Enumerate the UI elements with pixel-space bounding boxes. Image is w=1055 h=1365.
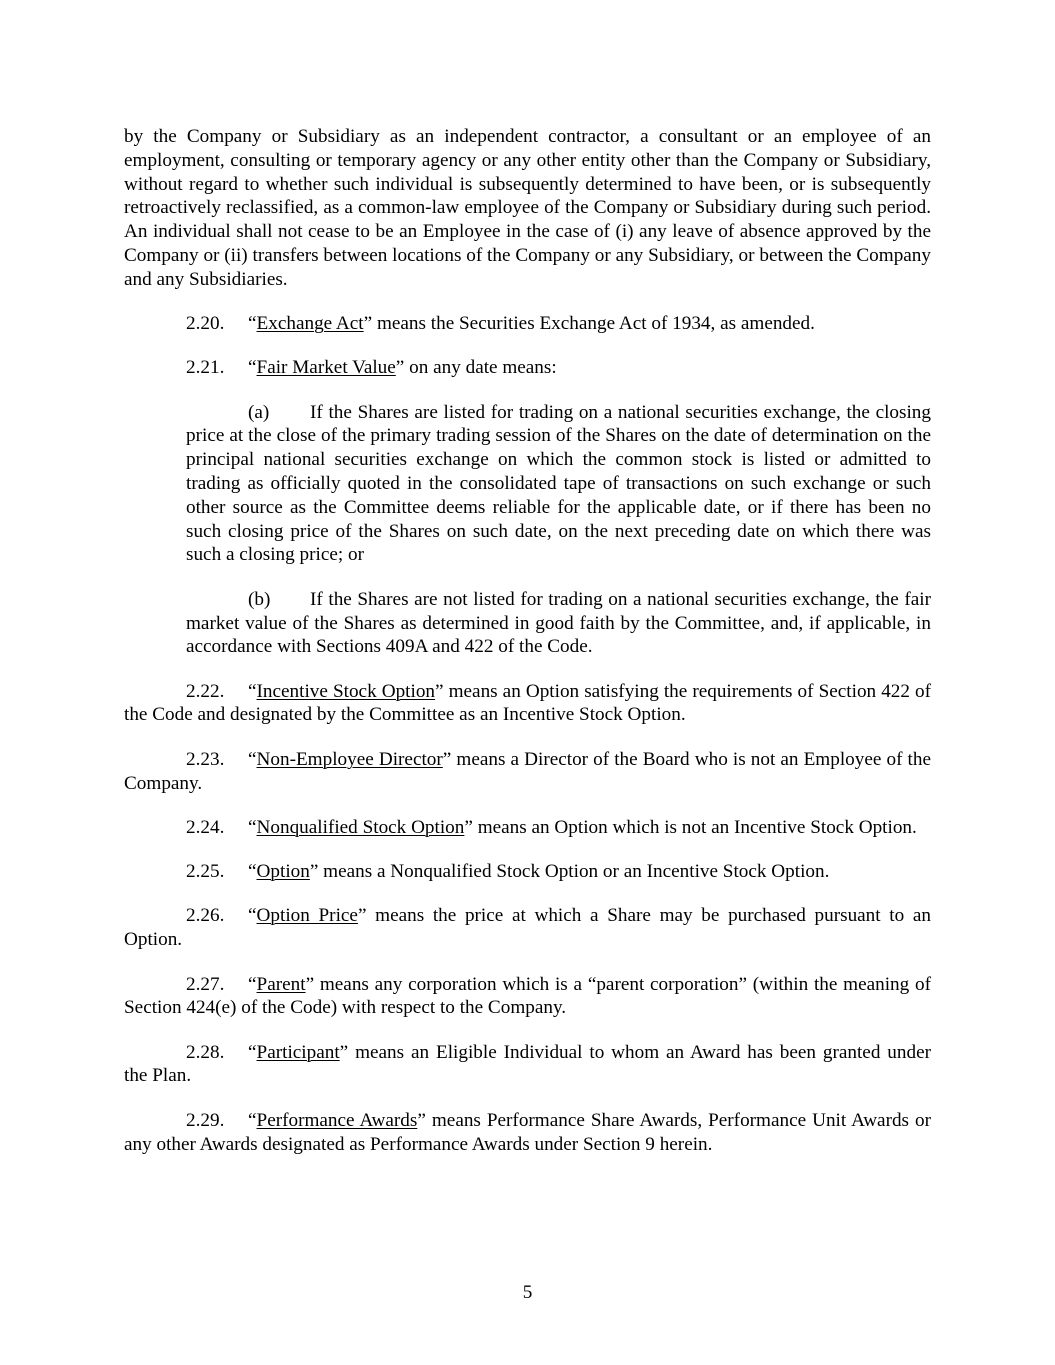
open-quote: “	[248, 816, 257, 838]
defined-term: Option	[256, 861, 310, 883]
section-number: 2.23.	[186, 748, 225, 770]
defined-term: Incentive Stock Option	[256, 680, 436, 702]
defined-term: Non-Employee Director	[256, 748, 443, 770]
close-quote: ”	[357, 905, 367, 927]
open-quote: “	[248, 313, 257, 335]
section-2-25	[124, 860, 931, 884]
definition-text: means a Nonqualified Stock Option or an Incentive Stock Option.	[318, 861, 830, 883]
defined-term: Participant	[256, 1041, 340, 1063]
section-number: 2.26.	[186, 905, 225, 927]
intro-paragraph: by the Company or Subsidiary as an independent contractor, a consultant or an employee of an employment, consulting or temporary agency or any other entity other than the Company or Subsidiary, without regard to whether such individual is subsequently determined to have been, or is subsequently retroactively reclassified, as a common-law employee of the Company or Subsidiary during such period. An individual shall not cease to be an Employee in the case of (i) any leave of absence approved by the Company or (ii) transfers between locations of the Company or any Subsidiary, or between the Company and any Subsidiaries.	[124, 126, 931, 290]
subsection-b	[186, 588, 931, 659]
close-quote: ”	[435, 680, 444, 702]
section-number: 2.22.	[186, 680, 225, 702]
section-2-29	[124, 1109, 931, 1157]
subsection-text: If the Shares are not listed for trading on a national securities exchange, the fair market value of the Shares as determined in good faith by the Committee, and, if applicable, in accordance with Sections 409A and 422 of the Code.	[186, 588, 931, 658]
open-quote: “	[248, 973, 257, 995]
definition-text: on any date means:	[404, 357, 557, 379]
open-quote: “	[248, 1041, 257, 1063]
subsection-a	[186, 401, 931, 568]
section-number: 2.29.	[186, 1109, 225, 1131]
section-number: 2.21.	[186, 357, 225, 379]
defined-term: Parent	[256, 973, 306, 995]
section-number: 2.20.	[186, 313, 225, 335]
defined-term: Fair Market Value	[256, 357, 396, 379]
section-2-28	[124, 1041, 931, 1089]
page-number: 5	[522, 1282, 533, 1303]
definition-text: means the price at which a Share may be purchased pursuant to an Option.	[124, 905, 931, 951]
definition-text: means any corporation which is a “parent corporation” (within the meaning of Section 424(e) of the Code) with respect to the Company.	[124, 973, 931, 1019]
fair-market-value-subsections	[186, 401, 931, 659]
section-2-20	[124, 312, 931, 336]
section-2-22	[124, 680, 931, 728]
close-quote: ”	[464, 816, 473, 838]
open-quote: “	[248, 680, 257, 702]
subsection-text: If the Shares are listed for trading on a national securities exchange, the closing price at the close of the primary trading session of the Shares on the date of determination on the principal national securities exchange on which the common stock is listed or admitted to trading as officially quoted in the consolidated tape of transactions on such exchange or such other source as the Committee deems reliable for the applicable date, or if there has been no such closing price of the Shares on such date, on the next preceding date on which there was such a closing price; or	[186, 401, 931, 566]
section-2-26	[124, 904, 931, 952]
close-quote: ”	[442, 748, 452, 770]
section-number: 2.24.	[186, 816, 225, 838]
subsection-label: (b)	[248, 588, 271, 610]
close-quote: ”	[339, 1041, 349, 1063]
definition-text: means Performance Share Awards, Performance Unit Awards or any other Awards designated as Performance Awards under Section 9 herein.	[124, 1109, 931, 1155]
subsection-label: (a)	[248, 401, 270, 423]
definition-text: means the Securities Exchange Act of 1934, as amended.	[372, 313, 815, 335]
defined-term: Nonqualified Stock Option	[256, 816, 465, 838]
close-quote: ”	[363, 313, 373, 335]
section-2-21	[124, 356, 931, 380]
open-quote: “	[248, 1109, 257, 1131]
open-quote: “	[248, 905, 257, 927]
open-quote: “	[248, 748, 257, 770]
definition-text: means an Option satisfying the requirements of Section 422 of the Code and designated by the Committee as an Incentive Stock Option.	[124, 680, 932, 726]
document-page	[124, 125, 931, 1156]
section-number: 2.27.	[186, 973, 225, 995]
definition-text: means an Option which is not an Incentive Stock Option.	[472, 816, 917, 838]
definition-text: means an Eligible Individual to whom an Award has been granted under the Plan.	[124, 1041, 931, 1087]
section-2-27	[124, 973, 931, 1021]
definition-text: means a Director of the Board who is not an Employee of the Company.	[124, 748, 931, 794]
section-2-24	[124, 816, 931, 840]
section-number: 2.25.	[186, 861, 225, 883]
close-quote: ”	[395, 357, 405, 379]
close-quote: ”	[417, 1109, 426, 1131]
section-2-23	[124, 748, 931, 796]
close-quote: ”	[305, 973, 315, 995]
open-quote: “	[248, 861, 257, 883]
close-quote: ”	[309, 861, 319, 883]
defined-term: Performance Awards	[256, 1109, 418, 1131]
open-quote: “	[248, 357, 257, 379]
section-number: 2.28.	[186, 1041, 225, 1063]
defined-term: Option Price	[256, 905, 358, 927]
defined-term: Exchange Act	[256, 313, 364, 335]
